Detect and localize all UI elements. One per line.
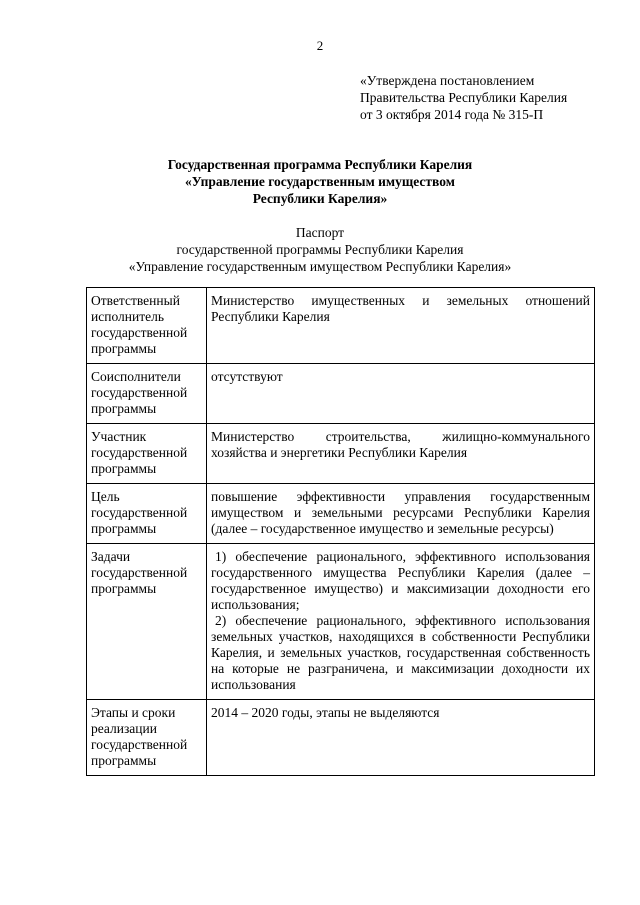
passport-heading-line-3: «Управление государственным имуществом Республики Карелия» <box>128 259 512 274</box>
approval-line-1: «Утверждена постановлением <box>360 73 535 88</box>
passport-heading-line-1: Паспорт <box>295 225 345 240</box>
row-label: Цель государственной программы <box>87 484 207 544</box>
row-label: Задачи государственной программы <box>87 544 207 700</box>
task-2-text: 2) обеспечение рационального, эффективного использования земельных участков, находящихся в собственности Республики Карелия, и земельных участков, государственная собственность на которые не разграничена, и максимизации доходности их использования <box>211 613 590 692</box>
table-row-co-executors <box>87 364 595 424</box>
approval-line-2: Правительства Республики Карелия <box>360 90 568 105</box>
row-value: 2014 – 2020 годы, этапы не выделяются <box>207 700 595 776</box>
row-value: Министерство строительства, жилищно-коммунального хозяйства и энергетики Республики Карелия <box>207 424 595 484</box>
program-title-line-2: «Управление государственным имуществом <box>185 174 455 189</box>
table-row-stages <box>87 700 595 776</box>
table-row-participant <box>87 424 595 484</box>
table-row-goal <box>87 484 595 544</box>
row-label: Участник государственной программы <box>87 424 207 484</box>
approval-stamp <box>360 72 567 123</box>
passport-heading <box>0 224 640 275</box>
program-title <box>0 156 640 207</box>
passport-table <box>86 287 595 776</box>
row-label: Ответственный исполнитель государственной программы <box>87 288 207 364</box>
passport-heading-line-2: государственной программы Республики Карелия <box>176 242 464 257</box>
task-1-text: 1) обеспечение рационального, эффективного использования государственного имущества Республики Карелия (далее – государственное имущество) и максимизации доходности его использования; <box>211 549 590 612</box>
program-title-line-3: Республики Карелия» <box>252 191 388 206</box>
program-title-line-1: Государственная программа Республики Карелия <box>167 157 473 172</box>
row-value: отсутствуют <box>207 364 595 424</box>
table-row-tasks <box>87 544 595 700</box>
table-row-responsible <box>87 288 595 364</box>
row-value <box>207 544 595 700</box>
row-label: Этапы и сроки реализации государственной программы <box>87 700 207 776</box>
row-value: Министерство имущественных и земельных отношений Республики Карелия <box>207 288 595 364</box>
row-value: повышение эффективности управления государственным имуществом и земельными ресурсами Республики Карелия (далее – государственное имущество и земельные ресурсы) <box>207 484 595 544</box>
approval-line-3: от 3 октября 2014 года № 315-П <box>360 107 544 122</box>
page-number: 2 <box>316 38 324 53</box>
row-label: Соисполнители государственной программы <box>87 364 207 424</box>
